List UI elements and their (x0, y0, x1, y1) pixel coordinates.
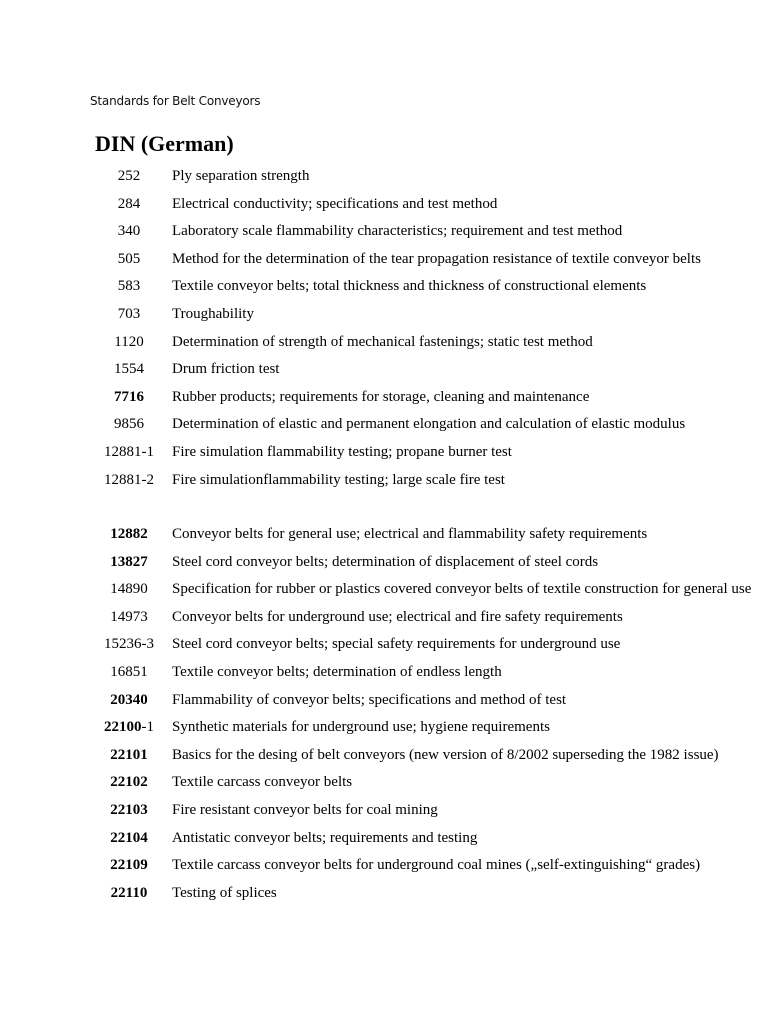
standard-number-plain: 505 (117, 250, 141, 267)
standard-number (92, 854, 166, 876)
standard-description: Fire simulation flammability testing; propane burner test (172, 444, 512, 460)
standard-description: Textile carcass conveyor belts (172, 774, 353, 791)
standard-number (92, 441, 166, 463)
standard-description: Ply separation strength (172, 168, 310, 184)
standard-row (0, 523, 768, 545)
standard-number (92, 633, 166, 655)
standard-number-plain: 12881-2 (104, 471, 154, 488)
standard-number (92, 771, 166, 793)
standard-number (92, 220, 166, 242)
standard-number (92, 716, 166, 738)
section-title: DIN (German) (95, 131, 234, 156)
standard-number (92, 386, 166, 408)
standard-row (0, 469, 768, 491)
standard-row (0, 771, 768, 793)
standard-number (92, 303, 166, 325)
standard-description: Conveyor belts for underground use; electrical and fire safety requirements (172, 608, 623, 625)
standard-row (0, 578, 768, 600)
standard-number-plain: -1 (141, 719, 154, 736)
standard-row (0, 193, 768, 215)
standard-row (0, 633, 768, 655)
standard-row (0, 441, 768, 463)
standard-description: Troughability (172, 306, 254, 322)
standard-row (0, 220, 768, 242)
standard-number-plain: 1554 (114, 361, 144, 378)
standard-number-plain: 12881-1 (104, 444, 154, 460)
standard-number-plain: 16851 (110, 664, 148, 680)
standard-row (0, 303, 768, 325)
standard-number-plain: 14890 (110, 581, 148, 598)
standard-number-plain: 1120 (114, 333, 144, 350)
standard-number (92, 661, 166, 683)
standard-number-bold: 22102 (110, 774, 148, 791)
standard-number (92, 578, 166, 600)
standard-number-plain: 9856 (114, 416, 144, 433)
standard-number (92, 275, 166, 297)
standard-description: Steel cord conveyor belts; special safety requirements for underground use (172, 636, 621, 653)
standard-number (92, 689, 166, 711)
standard-row (0, 331, 768, 353)
standard-description: Determination of strength of mechanical fastenings; static test method (172, 333, 593, 350)
standard-number (92, 165, 166, 187)
standard-description: Specification for rubber or plastics covered conveyor belts of textile construction for general use (172, 581, 752, 598)
standard-row (0, 827, 768, 849)
standard-row (0, 744, 768, 766)
standard-row (0, 165, 768, 187)
standard-number (92, 882, 166, 904)
standard-description: Method for the determination of the tear propagation resistance of textile conveyor belts (172, 250, 701, 267)
standard-description: Textile carcass conveyor belts for underground coal mines („self-extinguishing“ grades) (172, 857, 701, 874)
standard-row (0, 854, 768, 876)
standard-description: Drum friction test (172, 361, 280, 378)
standard-row (0, 358, 768, 380)
standard-number (92, 413, 166, 435)
standard-description: Textile conveyor belts; determination of endless length (172, 664, 502, 680)
standard-description: Testing of splices (172, 884, 277, 901)
standard-description: Antistatic conveyor belts; requirements and testing (172, 829, 478, 846)
standard-description: Fire resistant conveyor belts for coal mining (172, 802, 438, 818)
standard-description: Basics for the desing of belt conveyors (new version of 8/2002 superseding the 1982 issue) (172, 746, 719, 763)
standard-description: Fire simulationflammability testing; large scale fire test (172, 471, 505, 488)
standard-number (92, 799, 166, 821)
standard-number (92, 248, 166, 270)
standard-row (0, 248, 768, 270)
standard-row (0, 606, 768, 628)
standard-row (0, 689, 768, 711)
standard-number-bold: 13827 (110, 553, 148, 570)
standard-number-bold: 20340 (110, 691, 148, 708)
standard-description: Flammability of conveyor belts; specifications and method of test (172, 691, 567, 708)
standard-row (0, 799, 768, 821)
standard-number-plain: 14973 (110, 608, 148, 625)
standard-number (92, 606, 166, 628)
standard-number-plain: 252 (117, 168, 141, 184)
standard-description: Conveyor belts for general use; electrical and flammability safety requirements (172, 526, 648, 542)
standard-description: Steel cord conveyor belts; determination of displacement of steel cords (172, 553, 599, 570)
standard-number (92, 523, 166, 545)
standard-row (0, 275, 768, 297)
standard-number (92, 331, 166, 353)
standard-row (0, 882, 768, 904)
standard-description: Rubber products; requirements for storage, cleaning and maintenance (172, 388, 590, 405)
standard-number-bold: 22101 (110, 746, 148, 763)
standard-number-plain: 703 (117, 306, 141, 322)
standard-number-plain: 284 (117, 195, 141, 212)
standard-row (0, 413, 768, 435)
standard-number (92, 551, 166, 573)
standard-number-plain: 583 (117, 278, 141, 295)
standard-number-bold: 22109 (110, 857, 148, 874)
standard-description: Synthetic materials for underground use; hygiene requirements (172, 719, 550, 736)
standard-number (92, 469, 166, 491)
standard-description: Determination of elastic and permanent elongation and calculation of elastic modulus (172, 416, 686, 433)
standard-number-bold: 22100 (104, 719, 142, 736)
page-header: Standards for Belt Conveyors (90, 94, 261, 108)
standard-row (0, 551, 768, 573)
standard-number-bold: 12882 (110, 526, 148, 542)
standard-number-bold: 22103 (110, 802, 148, 818)
standard-number (92, 193, 166, 215)
standard-number-bold: 7716 (114, 388, 144, 405)
standard-row (0, 661, 768, 683)
standard-row (0, 716, 768, 738)
standard-description: Textile conveyor belts; total thickness and thickness of constructional elements (172, 278, 647, 295)
standard-number (92, 744, 166, 766)
standard-row (0, 386, 768, 408)
standard-description: Electrical conductivity; specifications and test method (172, 195, 498, 212)
standard-number (92, 358, 166, 380)
standard-number (92, 827, 166, 849)
standard-number-bold: 22104 (110, 829, 148, 846)
standard-number-plain: 15236-3 (104, 636, 154, 653)
standard-number-plain: 340 (117, 223, 141, 240)
standard-description: Laboratory scale flammability characteristics; requirement and test method (172, 223, 623, 240)
standard-number-bold: 22110 (110, 884, 148, 901)
